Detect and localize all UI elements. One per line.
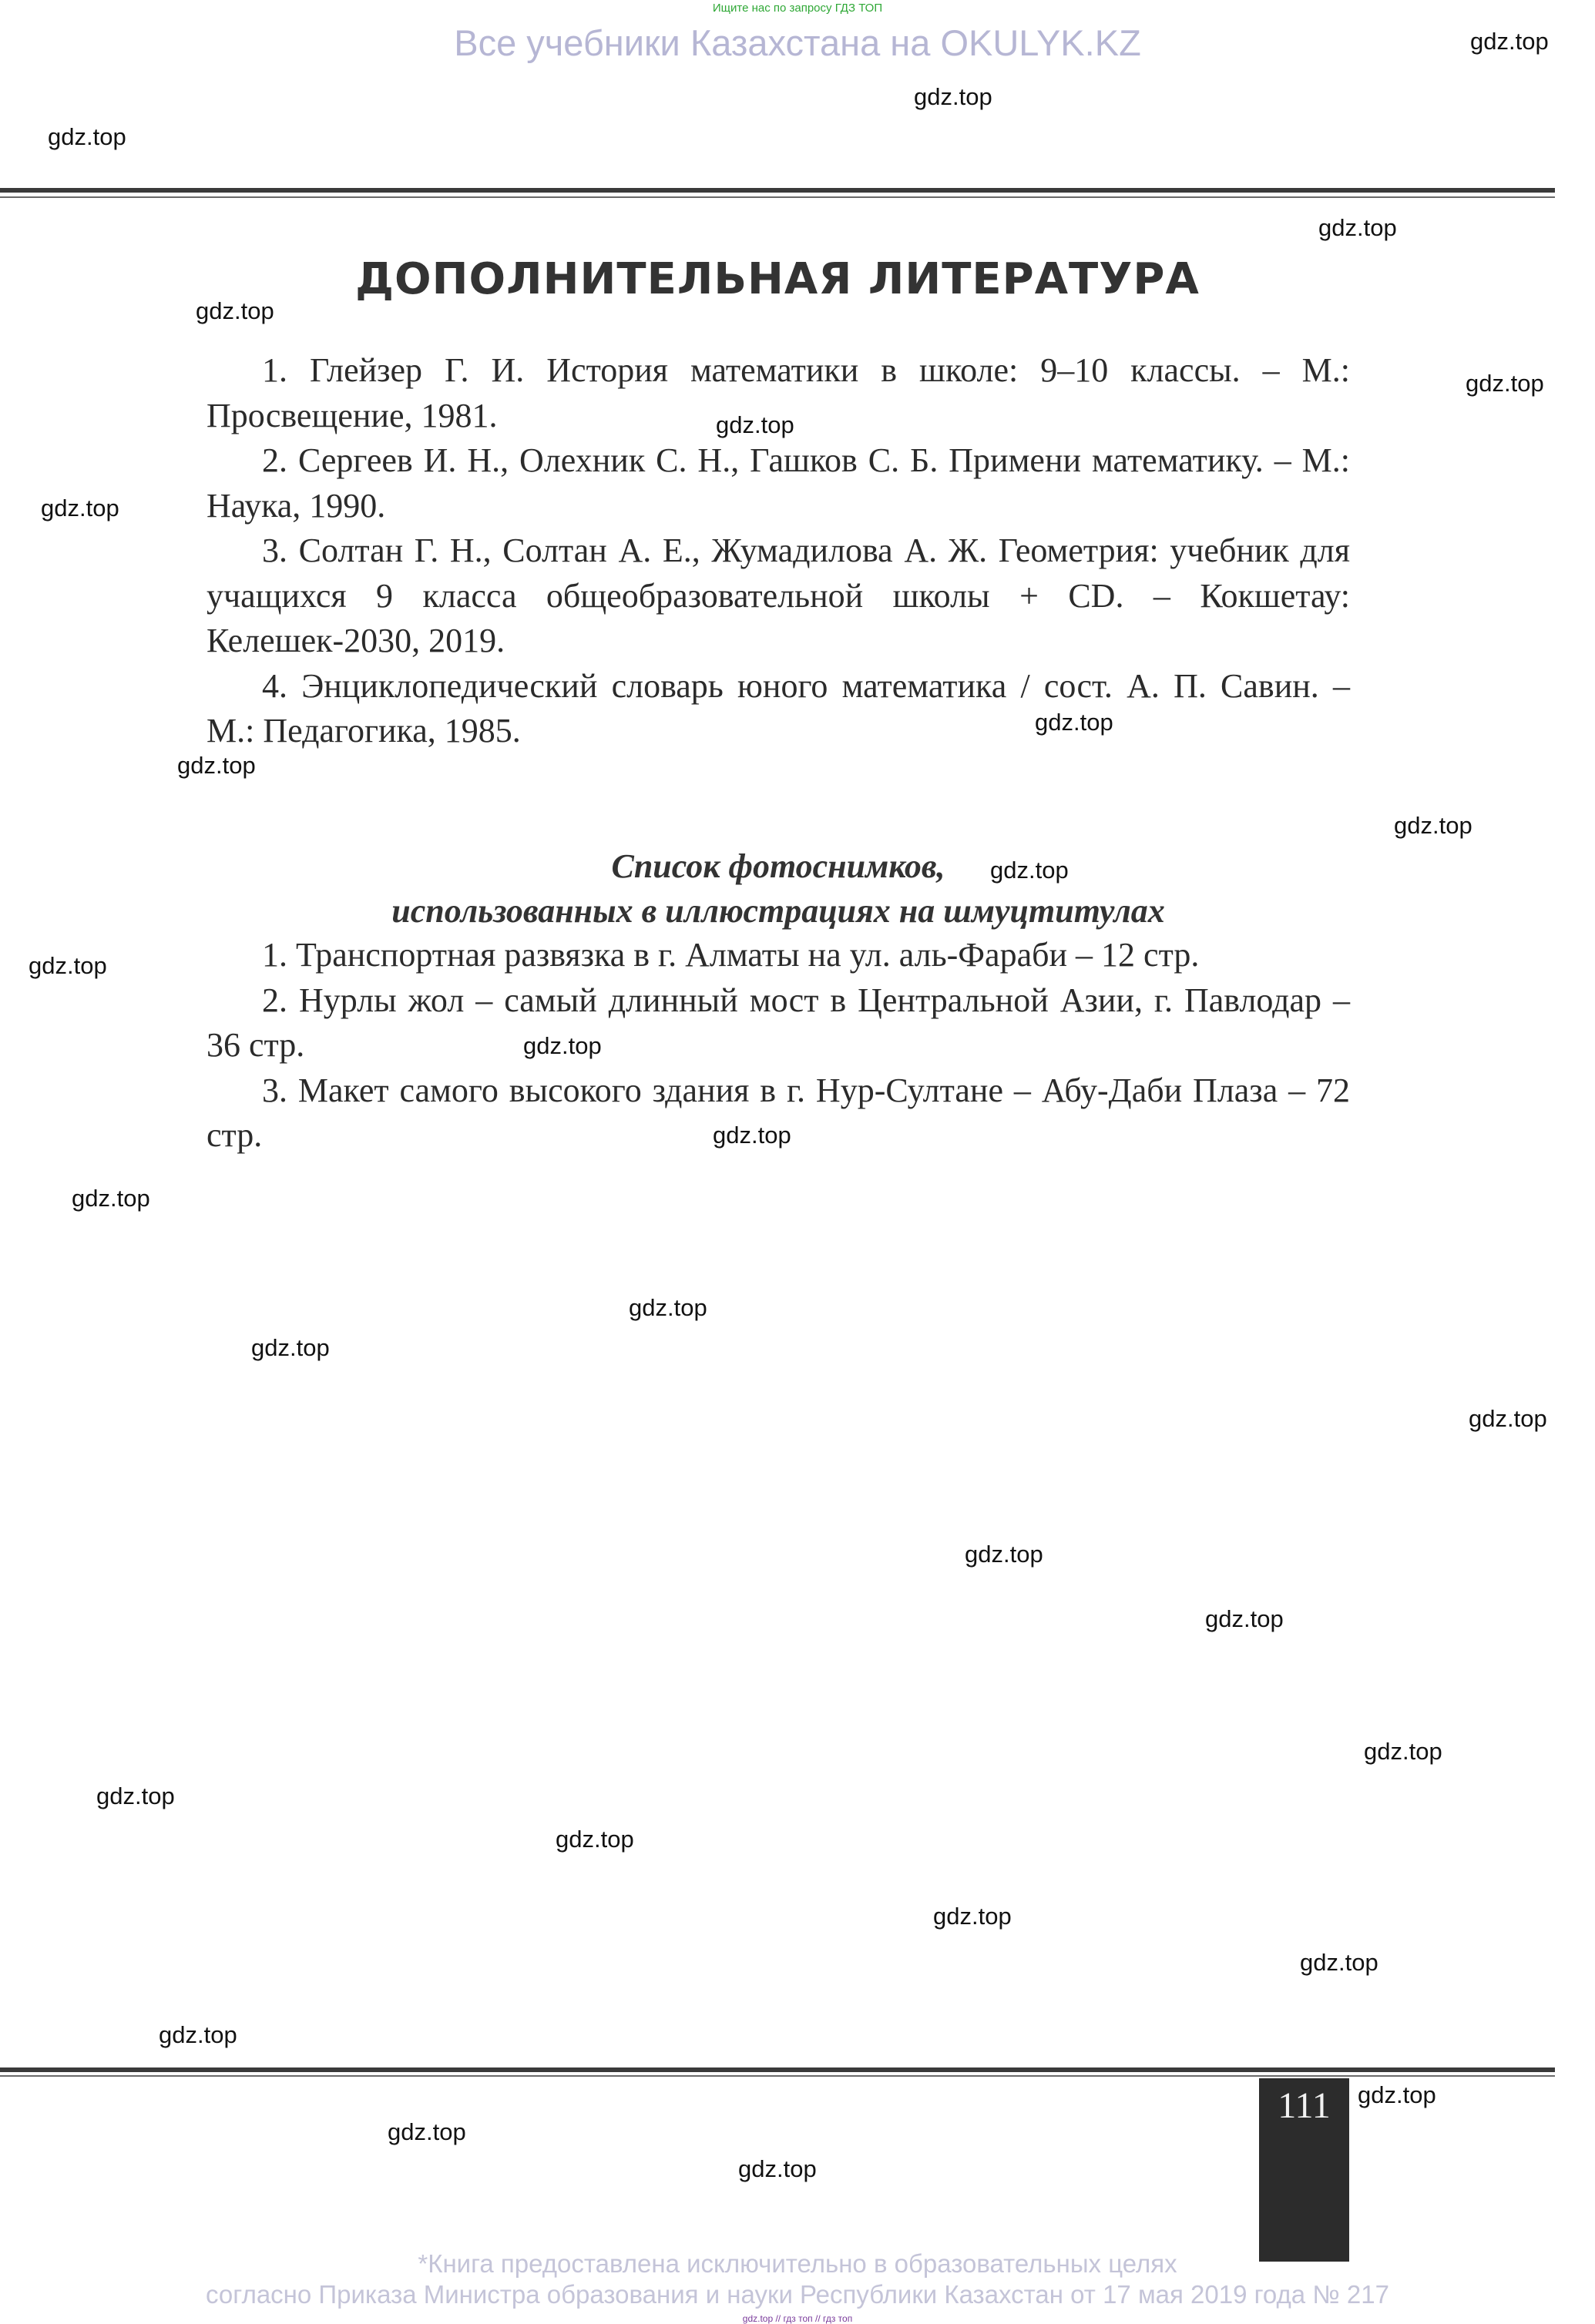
- watermark: gdz.top: [48, 123, 126, 150]
- watermark: gdz.top: [1358, 2081, 1436, 2108]
- watermark: gdz.top: [251, 1334, 330, 1361]
- watermark: gdz.top: [629, 1294, 707, 1321]
- watermark: gdz.top: [72, 1185, 150, 1212]
- photo-item: 1. Транспортная развязка в г. Алматы на ул. аль-Фараби – 12 стр.: [262, 936, 1200, 974]
- watermark: gdz.top: [1318, 214, 1397, 241]
- footer-order: согласно Приказа Министра образования и науки Республики Казахстан от 17 мая 2019 года № 217: [206, 2280, 1389, 2309]
- literature-item: 3. Солтан Г. Н., Солтан А. Е., Жумадилова А. Ж. Геометрия: учебник для учащихся 9 класса общеобразовательной школы + CD. – Кокшетау: Келешек-2030, 2019.: [207, 532, 1350, 659]
- literature-item: 4. Энциклопедический словарь юного математика / сост. А. П. Савин. – М.: Педагогика, 1985.: [207, 666, 1350, 750]
- photos-heading: [207, 844, 1350, 934]
- watermark: gdz.top: [713, 1122, 791, 1149]
- watermark: gdz.top: [1205, 1605, 1284, 1632]
- photos-heading-line: использованных в иллюстрациях на шмуцтитулах: [391, 892, 1165, 930]
- watermark: gdz.top: [1300, 1949, 1378, 1976]
- site-title[interactable]: Все учебники Казахстана на OKULYK.KZ: [454, 22, 1141, 63]
- footer-small-links: gdz.top // гдз топ // гдз топ: [742, 2313, 853, 2324]
- watermark: gdz.top: [1035, 709, 1113, 736]
- page-heading: ДОПОЛНИТЕЛЬНАЯ ЛИТЕРАТУРА: [355, 254, 1200, 304]
- watermark: gdz.top: [159, 2021, 237, 2048]
- watermark: gdz.top: [96, 1782, 175, 1809]
- watermark: gdz.top: [177, 752, 256, 779]
- watermark: gdz.top: [1466, 370, 1544, 397]
- watermark: gdz.top: [716, 411, 794, 438]
- watermark: gdz.top: [523, 1032, 602, 1059]
- watermark: gdz.top: [29, 952, 107, 979]
- watermark: gdz.top: [933, 1903, 1012, 1930]
- watermark: gdz.top: [1364, 1738, 1442, 1765]
- search-hint: Ищите нас по запросу ГДЗ ТОП: [712, 2, 883, 15]
- literature-item: 1. Глейзер Г. И. История математики в школе: 9–10 классы. – М.: Просвещение, 1981.: [207, 351, 1350, 434]
- watermark: gdz.top: [965, 1541, 1043, 1568]
- watermark: gdz.top: [914, 83, 992, 110]
- literature-item: 2. Сергеев И. Н., Олехник С. Н., Гашков С. Б. Примени математику. – М.: Наука, 1990.: [207, 441, 1350, 525]
- watermark: gdz.top: [556, 1826, 634, 1853]
- top-rule-thin: [0, 196, 1555, 198]
- watermark: gdz.top: [990, 857, 1069, 884]
- bottom-rule-thick: [0, 2067, 1555, 2072]
- watermark: gdz.top: [738, 2155, 817, 2182]
- watermark: gdz.top: [1469, 1405, 1547, 1432]
- bottom-rule-thin: [0, 2075, 1555, 2077]
- photo-item: 3. Макет самого высокого здания в г. Нур-Султане – Абу-Даби Плаза – 72 стр.: [207, 1071, 1350, 1154]
- watermark: gdz.top: [388, 2118, 466, 2145]
- top-rule-thick: [0, 188, 1555, 193]
- footer-disclaimer: *Книга предоставлена исключительно в образовательных целях: [418, 2249, 1177, 2278]
- photo-item: 2. Нурлы жол – самый длинный мост в Центральной Азии, г. Павлодар – 36 стр.: [207, 981, 1350, 1064]
- watermark: gdz.top: [1470, 28, 1549, 55]
- watermark: gdz.top: [1394, 812, 1472, 839]
- literature-list: [207, 348, 1350, 754]
- photos-heading-line: Список фотоснимков,: [611, 847, 945, 885]
- watermark: gdz.top: [41, 495, 119, 521]
- watermark: gdz.top: [196, 297, 274, 324]
- page-number: 111: [1278, 2085, 1331, 2126]
